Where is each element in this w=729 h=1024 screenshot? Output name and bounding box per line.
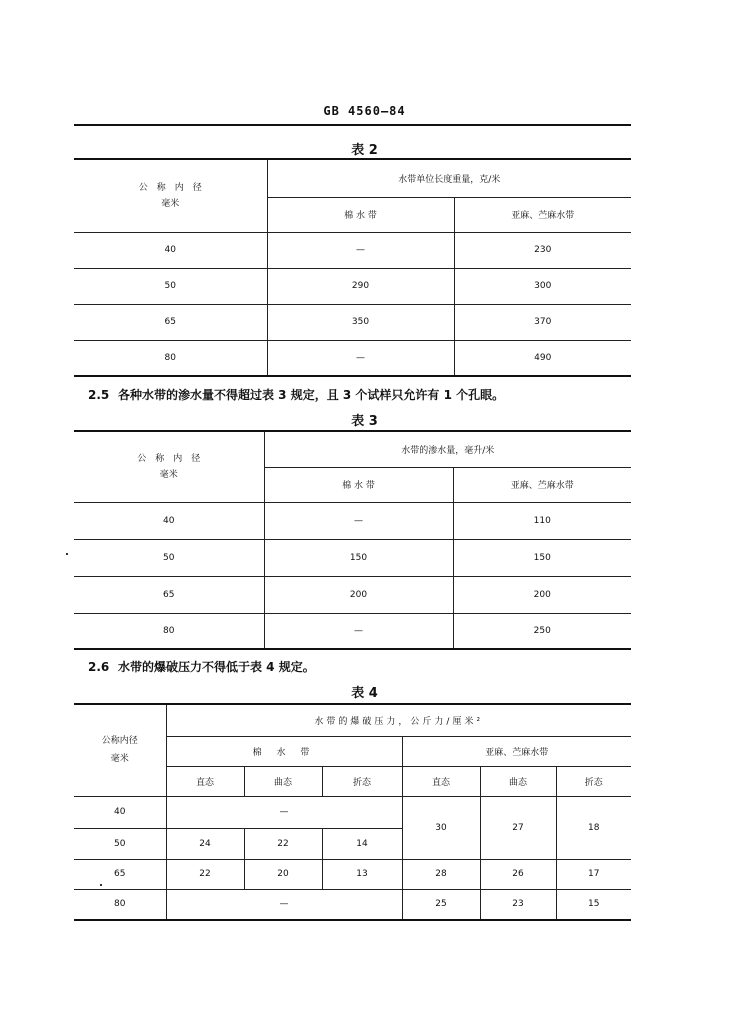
table2-cell-d: 40 [74,232,267,268]
table2-cell-b: 370 [454,304,631,340]
table3 [74,430,631,650]
table4-state-straight-cotton: 直态 [166,766,244,796]
table4-state-folded-cotton: 折态 [322,766,402,796]
table4-cell-80-linen-curved: 23 [480,889,556,920]
table4-cell-4050-linen-folded: 18 [556,796,631,859]
table2-cell-d: 50 [74,268,267,304]
table4-sub-cotton: 棉 水 带 [166,736,402,766]
table4-sub-linen: 亚麻、苎麻水带 [402,736,631,766]
table4-cell-80-linen-folded: 15 [556,889,631,920]
table4-state-curved-cotton: 曲态 [244,766,322,796]
table4-cell-65-cotton-folded: 13 [322,859,402,889]
table4-cell-4050-linen-straight: 30 [402,796,480,859]
table3-cell-a: — [264,613,453,649]
table4-cell-80-linen-straight: 25 [402,889,480,920]
clause-2-6 [88,658,315,675]
table-row [74,502,631,539]
table3-cell-a: 150 [264,539,453,576]
table-row [74,340,631,376]
table4-cell-65-cotton-curved: 20 [244,859,322,889]
table4-state-straight-linen: 直态 [402,766,480,796]
table2-cell-d: 80 [74,340,267,376]
clause-2-5-text: 各种水带的渗水量不得超过表 3 规定，且 3 个试样只允许有 1 个孔眼。 [118,388,505,402]
table-row [74,304,631,340]
scan-speck [100,884,102,886]
clause-2-6-number: 2.6 [88,660,110,674]
table2-cell-a: — [267,340,454,376]
table2-col0-line2: 毫米 [161,198,180,209]
table3-cell-a: 200 [264,576,453,613]
table4-col0-line2: 毫米 [110,754,129,765]
table3-cell-d: 40 [74,502,264,539]
table2-col0-line1: 公 称 内 径 [138,182,202,193]
table4-cell-50-cotton-straight: 24 [166,828,244,859]
table2-cell-a: 290 [267,268,454,304]
table4-state-curved-linen: 曲态 [480,766,556,796]
table2-caption: 表 2 [351,143,378,158]
header-rule [74,124,631,126]
table2-sub-cotton: 棉 水 带 [267,197,454,232]
table4-cell-50-cotton-folded: 14 [322,828,402,859]
table4-cell-65-cotton-straight: 22 [166,859,244,889]
table-row [74,232,631,268]
table2 [74,158,631,377]
table3-group-header: 水带的渗水量，毫升/米 [264,431,631,467]
scan-speck [66,553,68,555]
table3-sub-linen: 亚麻、苎麻水带 [453,467,631,502]
table-row [74,576,631,613]
table2-cell-a: — [267,232,454,268]
table2-cell-d: 65 [74,304,267,340]
table3-cell-b: 200 [453,576,631,613]
table3-sub-cotton: 棉 水 带 [264,467,453,502]
table4-cell-40-cotton: — [166,796,402,828]
clause-2-6-text: 水带的爆破压力不得低于表 4 规定。 [118,660,315,674]
table3-cell-b: 110 [453,502,631,539]
table4 [74,703,631,921]
table3-cell-a: — [264,502,453,539]
table-row [74,796,631,828]
table3-col0-line1: 公 称 内 径 [137,453,201,464]
table3-cell-d: 50 [74,539,264,576]
table2-cell-a: 350 [267,304,454,340]
standard-number: GB 4560—84 [323,104,406,118]
table2-col0-header [74,159,267,232]
table3-cell-b: 150 [453,539,631,576]
clause-2-5 [88,386,504,403]
table3-cell-d: 65 [74,576,264,613]
table4-cell-4050-linen-curved: 27 [480,796,556,859]
table4-col0-line1: 公称内径 [101,736,138,747]
table3-cell-d: 80 [74,613,264,649]
table-row [74,539,631,576]
table2-cell-b: 300 [454,268,631,304]
table-row [74,889,631,920]
clause-2-5-number: 2.5 [88,388,110,402]
table-row [74,613,631,649]
table4-col0-header [74,704,166,796]
table3-col0-line2: 毫米 [159,469,178,480]
table4-cell-65-linen-folded: 17 [556,859,631,889]
table2-sub-linen: 亚麻、苎麻水带 [454,197,631,232]
table2-cell-b: 230 [454,232,631,268]
table4-cell-65-linen-curved: 26 [480,859,556,889]
table4-cell-80-cotton: — [166,889,402,920]
table4-cell-d50: 50 [74,828,166,859]
table4-cell-50-cotton-curved: 22 [244,828,322,859]
table4-state-folded-linen: 折态 [556,766,631,796]
table4-cell-d80: 80 [74,889,166,920]
table3-col0-header [74,431,264,502]
table4-cell-d65: 65 [74,859,166,889]
table4-cell-65-linen-straight: 28 [402,859,480,889]
table-row [74,859,631,889]
table-row [74,268,631,304]
table2-group-header: 水带单位长度重量，克/米 [267,159,631,197]
table3-caption: 表 3 [351,414,378,429]
table4-cell-d40: 40 [74,796,166,828]
table4-group-header: 水带的爆破压力，公斤力/厘米² [166,704,631,736]
table4-caption: 表 4 [351,686,378,701]
table3-cell-b: 250 [453,613,631,649]
table2-cell-b: 490 [454,340,631,376]
